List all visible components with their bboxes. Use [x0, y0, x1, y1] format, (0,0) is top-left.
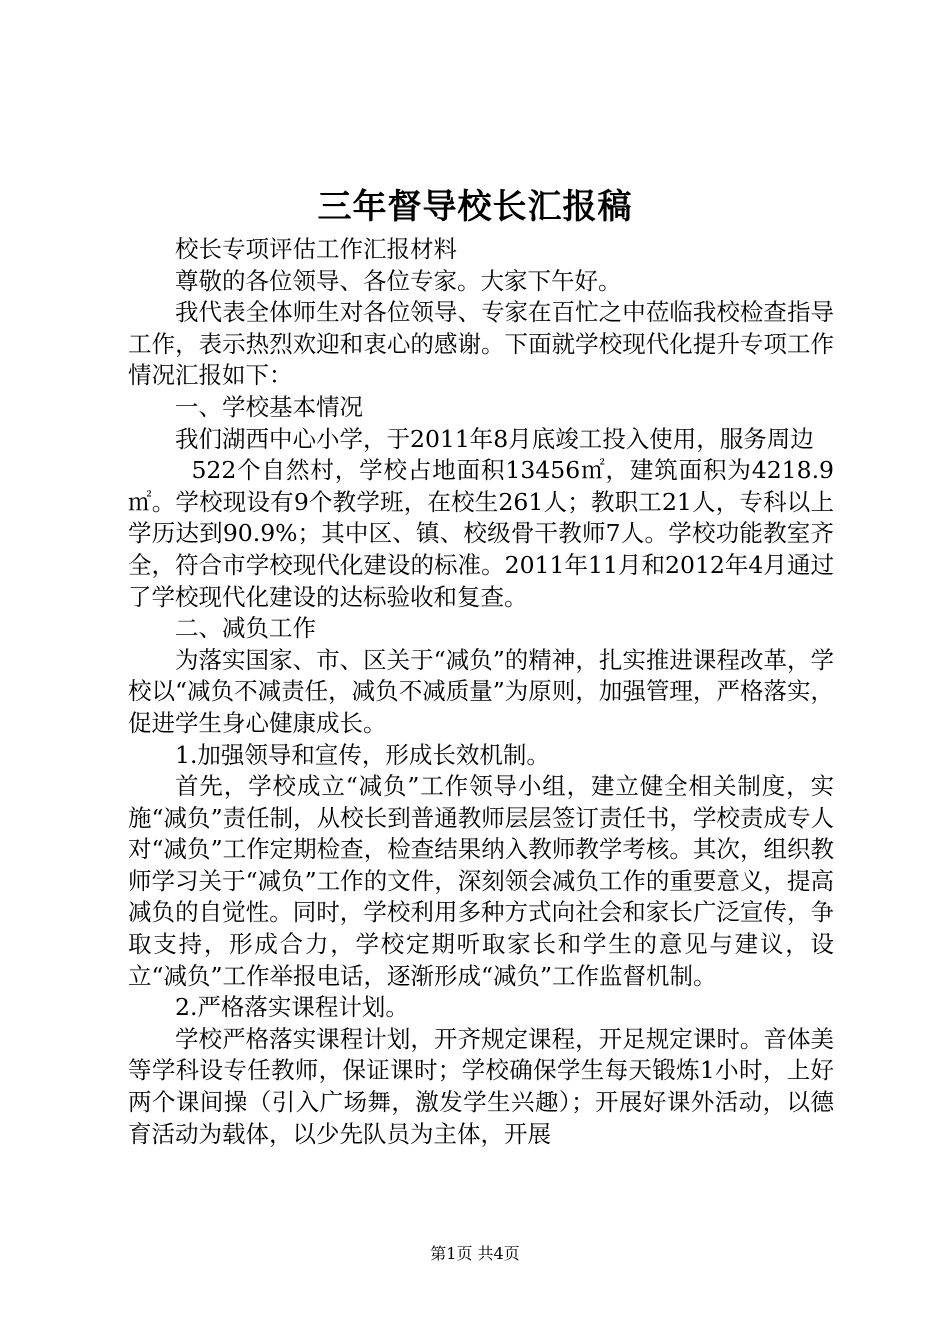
greeting-paragraph: 尊敬的各位领导、各位专家。大家下午好。 [175, 266, 622, 295]
basic-info-paragraph-start: 我们湖西中心小学，于2011年8月底竣工投入使用，服务周边 [175, 424, 814, 453]
document-title: 三年督导校长汇报稿 [317, 187, 633, 227]
subheading-leadership: 1.加强领导和宣传，形成长效机制。 [175, 740, 550, 769]
subheading-curriculum: 2.严格落实课程计划。 [175, 993, 409, 1022]
intro-paragraph: 我代表全体师生对各位领导、专家在百忙之中莅临我校检查指导工作，表示热烈欢迎和衷心的感谢。下面就学校现代化提升专项工作情况汇报如下： [128, 298, 834, 390]
burden-reduction-paragraph: 为落实国家、市、区关于“减负”的精神，扎实推进课程改革，学校以“减负不减责任，减负不减质量”为原则，加强管理，严格落实，促进学生身心健康成长。 [128, 645, 834, 737]
leadership-paragraph: 首先，学校成立“减负”工作领导小组，建立健全相关制度，实施“减负”责任制，从校长到普通教师层层签订责任书，学校责成专人对“减负”工作定期检查，检查结果纳入教师教学考核。其次，组织教师学习关于“减负”工作的文件，深刻领会减负工作的重要意义，提高减负的自觉性。同时，学校利用多种方式向社会和家长广泛宣传，争取支持，形成合力，学校定期听取家长和学生的意见与建议，设立“减负”工作举报电话，逐渐形成“减负”工作监督机制。 [128, 772, 834, 990]
curriculum-paragraph: 学校严格落实课程计划，开齐规定课程，开足规定课时。音体美等学科设专任教师，保证课时；学校确保学生每天锻炼1小时，上好两个课间操（引入广场舞，激发学生兴趣）；开展好课外活动，以德育活动为载体，以少先队员为主体，开展 [128, 1024, 834, 1148]
section-heading-burden-reduction: 二、减负工作 [175, 614, 316, 643]
basic-info-paragraph-continued: 522个自然村，学校占地面积13456㎡，建筑面积为4218.9㎡。学校现设有9个教学班，在校生261人；教职工21人，专科以上学历达到90.9%；其中区、镇、校级骨干教师7人。学校功能教室齐全，符合市学校现代化建设的标准。2011年11月和2012年4月通过了学校现代化建设的达标验收和复查。 [128, 456, 834, 611]
document-body [128, 234, 834, 1150]
section-heading-basic-info: 一、学校基本情况 [175, 392, 363, 421]
page-number-footer: 第1页 共4页 [430, 1244, 520, 1263]
subtitle-paragraph: 校长专项评估工作汇报材料 [175, 235, 457, 263]
